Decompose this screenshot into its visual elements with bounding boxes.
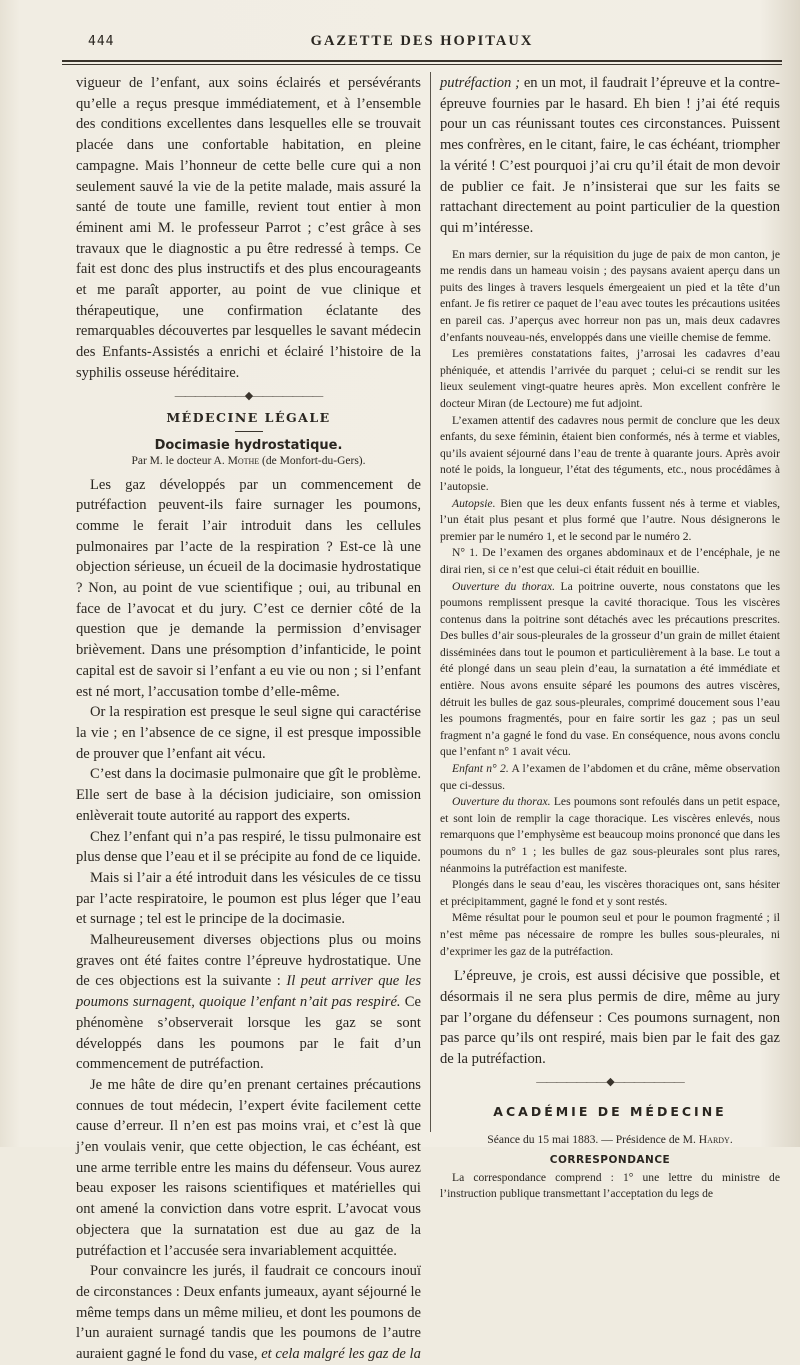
header-rule — [62, 60, 782, 65]
ouverture1-text: La poitrine ouverte, nous constatons que les poumons remplissent presque la cavité thoracique. Tous les viscères contenus dans la poitrine sont détachés avec les précautions prescrites. Des bulles d’air sous-pleurales de la grosseur d’un grain de millet étaient disséminées dans tout le poumon et particulièrement à la base. Le tout a été plongé dans un seau plein d’eau, la surnatation a été immédiate et entière. Nous avons ensuite séparé les poumons des autres viscères, détruit les bulles de gaz sous-pleurales, comprimé doucement sous l’eau les poumons fragmentés, pour en faire sortir les gaz ; pas un seul fragment n’a gagné le fond du vase. En conséquence, nous avons conclu que l’enfant n° 1 avait vécu. — [440, 579, 780, 759]
ouverture1-paragraph — [440, 579, 780, 762]
autopsie-label: Autopsie. — [452, 496, 496, 510]
continuation-paragraph — [440, 73, 780, 239]
enfant2-paragraph — [440, 761, 780, 794]
seance-suffix: . — [729, 1132, 733, 1146]
academie-title: ACADÉMIE DE MÉDECINE — [493, 1103, 727, 1119]
ouverture2-label: Ouverture du thorax. — [452, 795, 551, 809]
byline — [76, 455, 421, 467]
journal-title: GAZETTE DES HOPITAUX — [310, 33, 534, 49]
section-title: MÉDECINE LÉGALE — [166, 409, 331, 425]
enfant2-label: Enfant n° 2. — [452, 762, 509, 776]
article-paragraph: Chez l’enfant qui n’a pas respiré, le tissu pulmonaire est plus dense que l’eau et il se précipite au fond de ce liquide. — [76, 828, 421, 866]
correspondance-title: CORRESPONDANCE — [549, 1153, 671, 1166]
byline-prefix: Par M. le docteur A. — [131, 454, 228, 467]
objection-quote: Il peut arriver que les poumons surnagent, quoique l’enfant n’ait pas respiré. — [76, 973, 421, 1011]
section-ornament: ———————◆——————— — [174, 389, 323, 402]
academie-ornament: ———————◆——————— — [536, 1075, 684, 1088]
continuation-italic: putréfaction ; — [440, 75, 521, 91]
autopsie-paragraph — [440, 496, 780, 546]
seance-prefix: Séance du 15 mai 1883. — Présidence de M. — [487, 1132, 699, 1146]
objection-text-end: Ce phénomène s’observerait lorsque les gaz se sont développés dans les poumons par le fait d’un commencement de putréfaction. — [76, 994, 421, 1073]
ouverture2-text: Les poumons sont refoulés dans un petit espace, et sont loin de remplir la cage thoracique. Les viscères enlevés, nous remarquons que l’emphysème est beaucoup moins prononcé que dans les poumons du n° 1 ; les bulles de gaz sous-pleurales sont plus rares, néanmoins la putréfaction est manifeste. — [440, 795, 780, 875]
last-paragraph-text: Pour convaincre les jurés, il faudrait ce concours inouï de circonstances : Deux enfants jumeaux, ayant séjourné le même temps dans un même milieu, et dont les poumons de l’un auraient surnagé tandis que les poumons de l’autre auraient gagné le fond du vase, — [76, 1263, 421, 1363]
seance-line — [440, 1133, 780, 1146]
objection-paragraph — [76, 930, 421, 1075]
correspondance-paragraph: La correspondance comprend : 1° une lettre du ministre de l’instruction publique transmettant l’acceptation du legs de — [440, 1170, 780, 1201]
column-separator — [430, 72, 431, 1132]
article-paragraph: Les gaz développés par un commencement de putréfaction peuvent-ils faire surnager les poumons, comme le ferait l’air introduit dans les cellules pulmonaires par l’acte de la respiration ? Est-ce là une objection sérieuse, un écueil de la docimasie hydrostatique ? Non, au point de vue scientifique ; oui, au tribunal en face de l’avocat et du jury. C’est ce dernier côté de la question que je demande la permission d’envisager brièvement. Dans une présomption d’infanticide, le point capital est de savoir si l’enfant a eu vie ou non ; si l’enfant est né mort, l’accusation tombe d’elle-même. — [76, 476, 421, 700]
article-paragraph: Mais si l’air a été introduit dans les vésicules de ce tissu par l’acte respiratoire, le poumon est plus léger que l’eau et surnage ; tel est le principe de la docimasie. — [76, 869, 421, 928]
byline-suffix: (de Monfort-du-Gers). — [259, 454, 366, 467]
article-paragraph: C’est dans la docimasie pulmonaire que gît le problème. Elle sert de base à la décision judiciaire, son omission enlèverait toute autorité au rapport des experts. — [76, 766, 421, 824]
case-paragraph: En mars dernier, sur la réquisition du juge de paix de mon canton, je me rendis dans un hameau voisin ; des paysans avaient aperçu dans un puits des linges à travers lesquels émergeaient un pied et la tête d’un enfant. Je fis retirer ce paquet de l’eau avec toutes les précautions usitées en pareil cas. J’aperçus avec horreur non pas un, mais deux cadavres d’enfants nouveau-nés, enveloppés dans une vieille chemise de femme. — [440, 247, 780, 344]
last-paragraph — [76, 1261, 421, 1365]
case-paragraph: Plongés dans le seau d’eau, les viscères thoraciques ont, sans hésiter et précipitamment, gagné le fond et y sont restés. — [440, 878, 780, 908]
case-paragraph: L’examen attentif des cadavres nous permit de conclure que les deux enfants, du sexe féminin, étaient bien conformés, nés à terme et viables, qu’ils avaient séjourné dans l’eau de trente à quarante jours. Après avoir noté le poids, la longueur, l’état des téguments, etc., nous procédâmes à l’autopsie. — [440, 413, 780, 493]
ouverture2-paragraph — [440, 794, 780, 877]
article-title: Docimasie hydrostatique. — [154, 437, 343, 453]
left-column — [76, 73, 421, 1365]
page-number: 444 — [88, 34, 115, 49]
case-paragraph: Les premières constatations faites, j’arrosai les cadavres d’eau phéniquée, et attendis l’arrivée du parquet ; celui-ci se rendit sur les lieux seulement vingt-quatre heures après. Mon excellent confrère le docteur Miran (de Lectoure) me fut adjoint. — [440, 347, 780, 410]
intro-paragraph: vigueur de l’enfant, aux soins éclairés et persévérants qu’elle a reçus presque immédiatement, et à l’ensemble des conditions excellentes dans lesquelles elle se trouvait placée dans une confortable habitation, en pleine campagne. Mais l’honneur de cette belle cure qui a non seulement sauvé la vie de la petite malade, mais assuré la santé de toute une famille, revient tout entier à mon éminent ami M. le professeur Parrot ; c’est grâce à ses travaux que le diagnostic a pu être redressé à temps. Ce fait est donc des plus instructifs et des plus encourageants et me paraît apporter, au point de vue clinique et thérapeutique, une confirmation éclatante des remarquables découvertes par lesquelles le savant médecin des Enfants-Assistés a enrichi et éclairé l’histoire de la syphilis osseuse héréditaire. — [76, 75, 421, 381]
byline-author: Mothe — [227, 454, 260, 467]
objection-text: Malheureusement diverses objections plus ou moins graves ont été faites contre l’épreuve hydrostatique. Une de ces objections est la suivante : — [76, 932, 421, 990]
ouverture1-label: Ouverture du thorax. — [452, 579, 555, 593]
seance-president: Hardy — [698, 1132, 730, 1146]
conclusion-paragraph: L’épreuve, je crois, est aussi décisive que possible, et désormais il ne sera plus permis de dire, même au jury par l’organe du défenseur : Ces poumons surnagent, non pas parce qu’ils ont respiré, mais bien par le fait des gaz de la putréfaction. — [440, 968, 780, 1067]
last-paragraph-italic: et cela malgré les gaz de la — [261, 1346, 421, 1363]
case-paragraph: Même résultat pour le poumon seul et pour le poumon fragmenté ; il n’est même pas nécessaire de rompre les bulles sous-pleurales, ni d’exprimer les gaz de la putréfaction. — [440, 911, 780, 958]
n1-paragraph: N° 1. De l’examen des organes abdominaux et de l’encéphale, je ne dirai rien, si ce n’est que celui-ci était réduit en bouillie. — [440, 546, 780, 576]
title-rule — [235, 431, 263, 432]
autopsie-text: Bien que les deux enfants fussent nés à terme et viables, l’un était plus pesant et plus formé que l’autre. Nous désignerons le premier par le numéro 1, et le second par le numéro 2. — [440, 496, 780, 543]
page-header — [62, 30, 782, 52]
enfant2-text: A l’examen de l’abdomen et du crâne, même observation que ci-dessus. — [440, 762, 780, 792]
continuation-text: en un mot, il faudrait l’épreuve et la contre-épreuve fournies par le hasard. Eh bien ! j’ai été requis pour un cas réunissant toutes ces circonstances. Puissent mes confrères, en le citant, faire, le cas échéant, triompher la vérité ! C’est pourquoi j’ai cru qu’il était de mon devoir de publier ce fait. Je n’insisterai que sur les faits se rattachant directement au point particulier de la question qui m’intéresse. — [440, 75, 781, 236]
article-paragraph: Or la respiration est presque le seul signe qui caractérise la vie ; en l’absence de ce signe, il est presque impossible de prouver que l’enfant ait vécu. — [76, 704, 421, 762]
article-paragraph: Je me hâte de dire qu’en prenant certaines précautions connues de tout médecin, l’expert évite facilement cette cause d’erreur. Il n’en est pas moins vrai, et c’est là que j’en voulais venir, que cette objection, le cas échéant, est une arme terrible entre les mains du défenseur. Vous aurez beau exposer les raisons scientifiques et matérielles qui ont amené la conviction dans votre esprit. L’avocat vous objectera que la surnatation est due au gaz de la putréfaction et l’accusée sera invariablement acquittée. — [76, 1076, 421, 1259]
right-column — [440, 73, 780, 1203]
